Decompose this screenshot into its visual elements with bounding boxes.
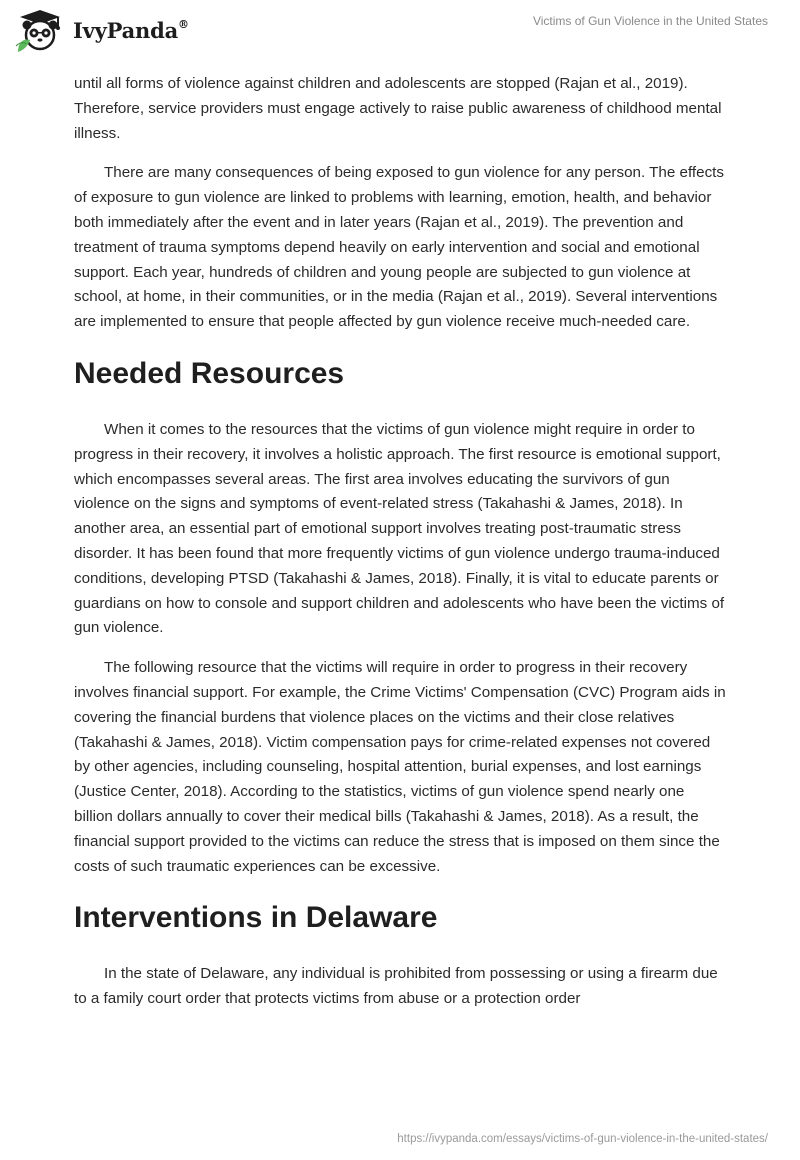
paragraph-emotional-support: When it comes to the resources that the victims of gun violence might require in order to progress in their recovery, it involves a holistic approach. The first resource is emotional support, which encompasses several areas. The first area involves educating the survivors of gun violence on the signs and symptoms of event-related stress (Takahashi & James, 2018). In another area, an essential part of emotional support involves treating post-traumatic stress disorder. It has been found that more frequently victims of gun violence undergo trauma-induced conditions, developing PTSD (Takahashi & James, 2018). Finally, it is vital to educate parents or guardians on how to console and support children and adolescents who have been the victims of gun violence. [74,420,725,637]
panda-graduate-icon [14,8,66,52]
ivypanda-logo[interactable] [14,8,189,52]
source-url-link[interactable]: https://ivypanda.com/essays/victims-of-gun-violence-in-the-united-states/ [397,1133,768,1145]
paragraph-consequences: There are many consequences of being exposed to gun violence for any person. The effects of exposure to gun violence are linked to problems with learning, emotion, health, and behavior both immediately after the event and in later years (Rajan et al., 2019). The prevention and treatment of trauma symptoms depend heavily on early intervention and social and emotional support. Each year, hundreds of children and young people are subjected to gun violence at school, at home, in their communities, or in the media (Rajan et al., 2019). Several interventions are implemented to ensure that people affected by gun violence receive much-needed care. [74,164,724,331]
brand-name: IvyPanda® [73,17,189,43]
heading-interventions-delaware: Interventions in Delaware [74,901,438,935]
heading-needed-resources: Needed Resources [74,356,345,390]
registered-mark: ® [178,17,189,31]
paragraph-financial-support: The following resource that the victims will require in order to progress in their recovery involves financial support. For example, the Crime Victims' Compensation (CVC) Program aids in covering the financial burdens that violence places on the victims and their close relatives (Takahashi & James, 2018). Victim compensation pays for crime-related expenses not covered by other agencies, including counseling, hospital attention, burial expenses, and lost earnings (Justice Center, 2018). According to the statistics, victims of gun violence spend nearly one billion dollars annually to cover their medical bills (Takahashi & James, 2018). As a result, the financial support provided to the victims can reduce the stress that is imposed on them since the costs of such traumatic experiences can be excessive. [74,659,726,875]
essay-body [74,72,726,1027]
paragraph-delaware: In the state of Delaware, any individual is prohibited from possessing or using a firearm due to a family court order that protects victims from abuse or a protection order [74,965,718,1008]
paragraph-continuation: until all forms of violence against children and adolescents are stopped (Rajan et al., 2019). Therefore, service providers must engage actively to raise public awareness of childhood mental illness. [74,75,722,142]
document-title: Victims of Gun Violence in the United States [532,14,768,28]
page-header [0,0,800,64]
